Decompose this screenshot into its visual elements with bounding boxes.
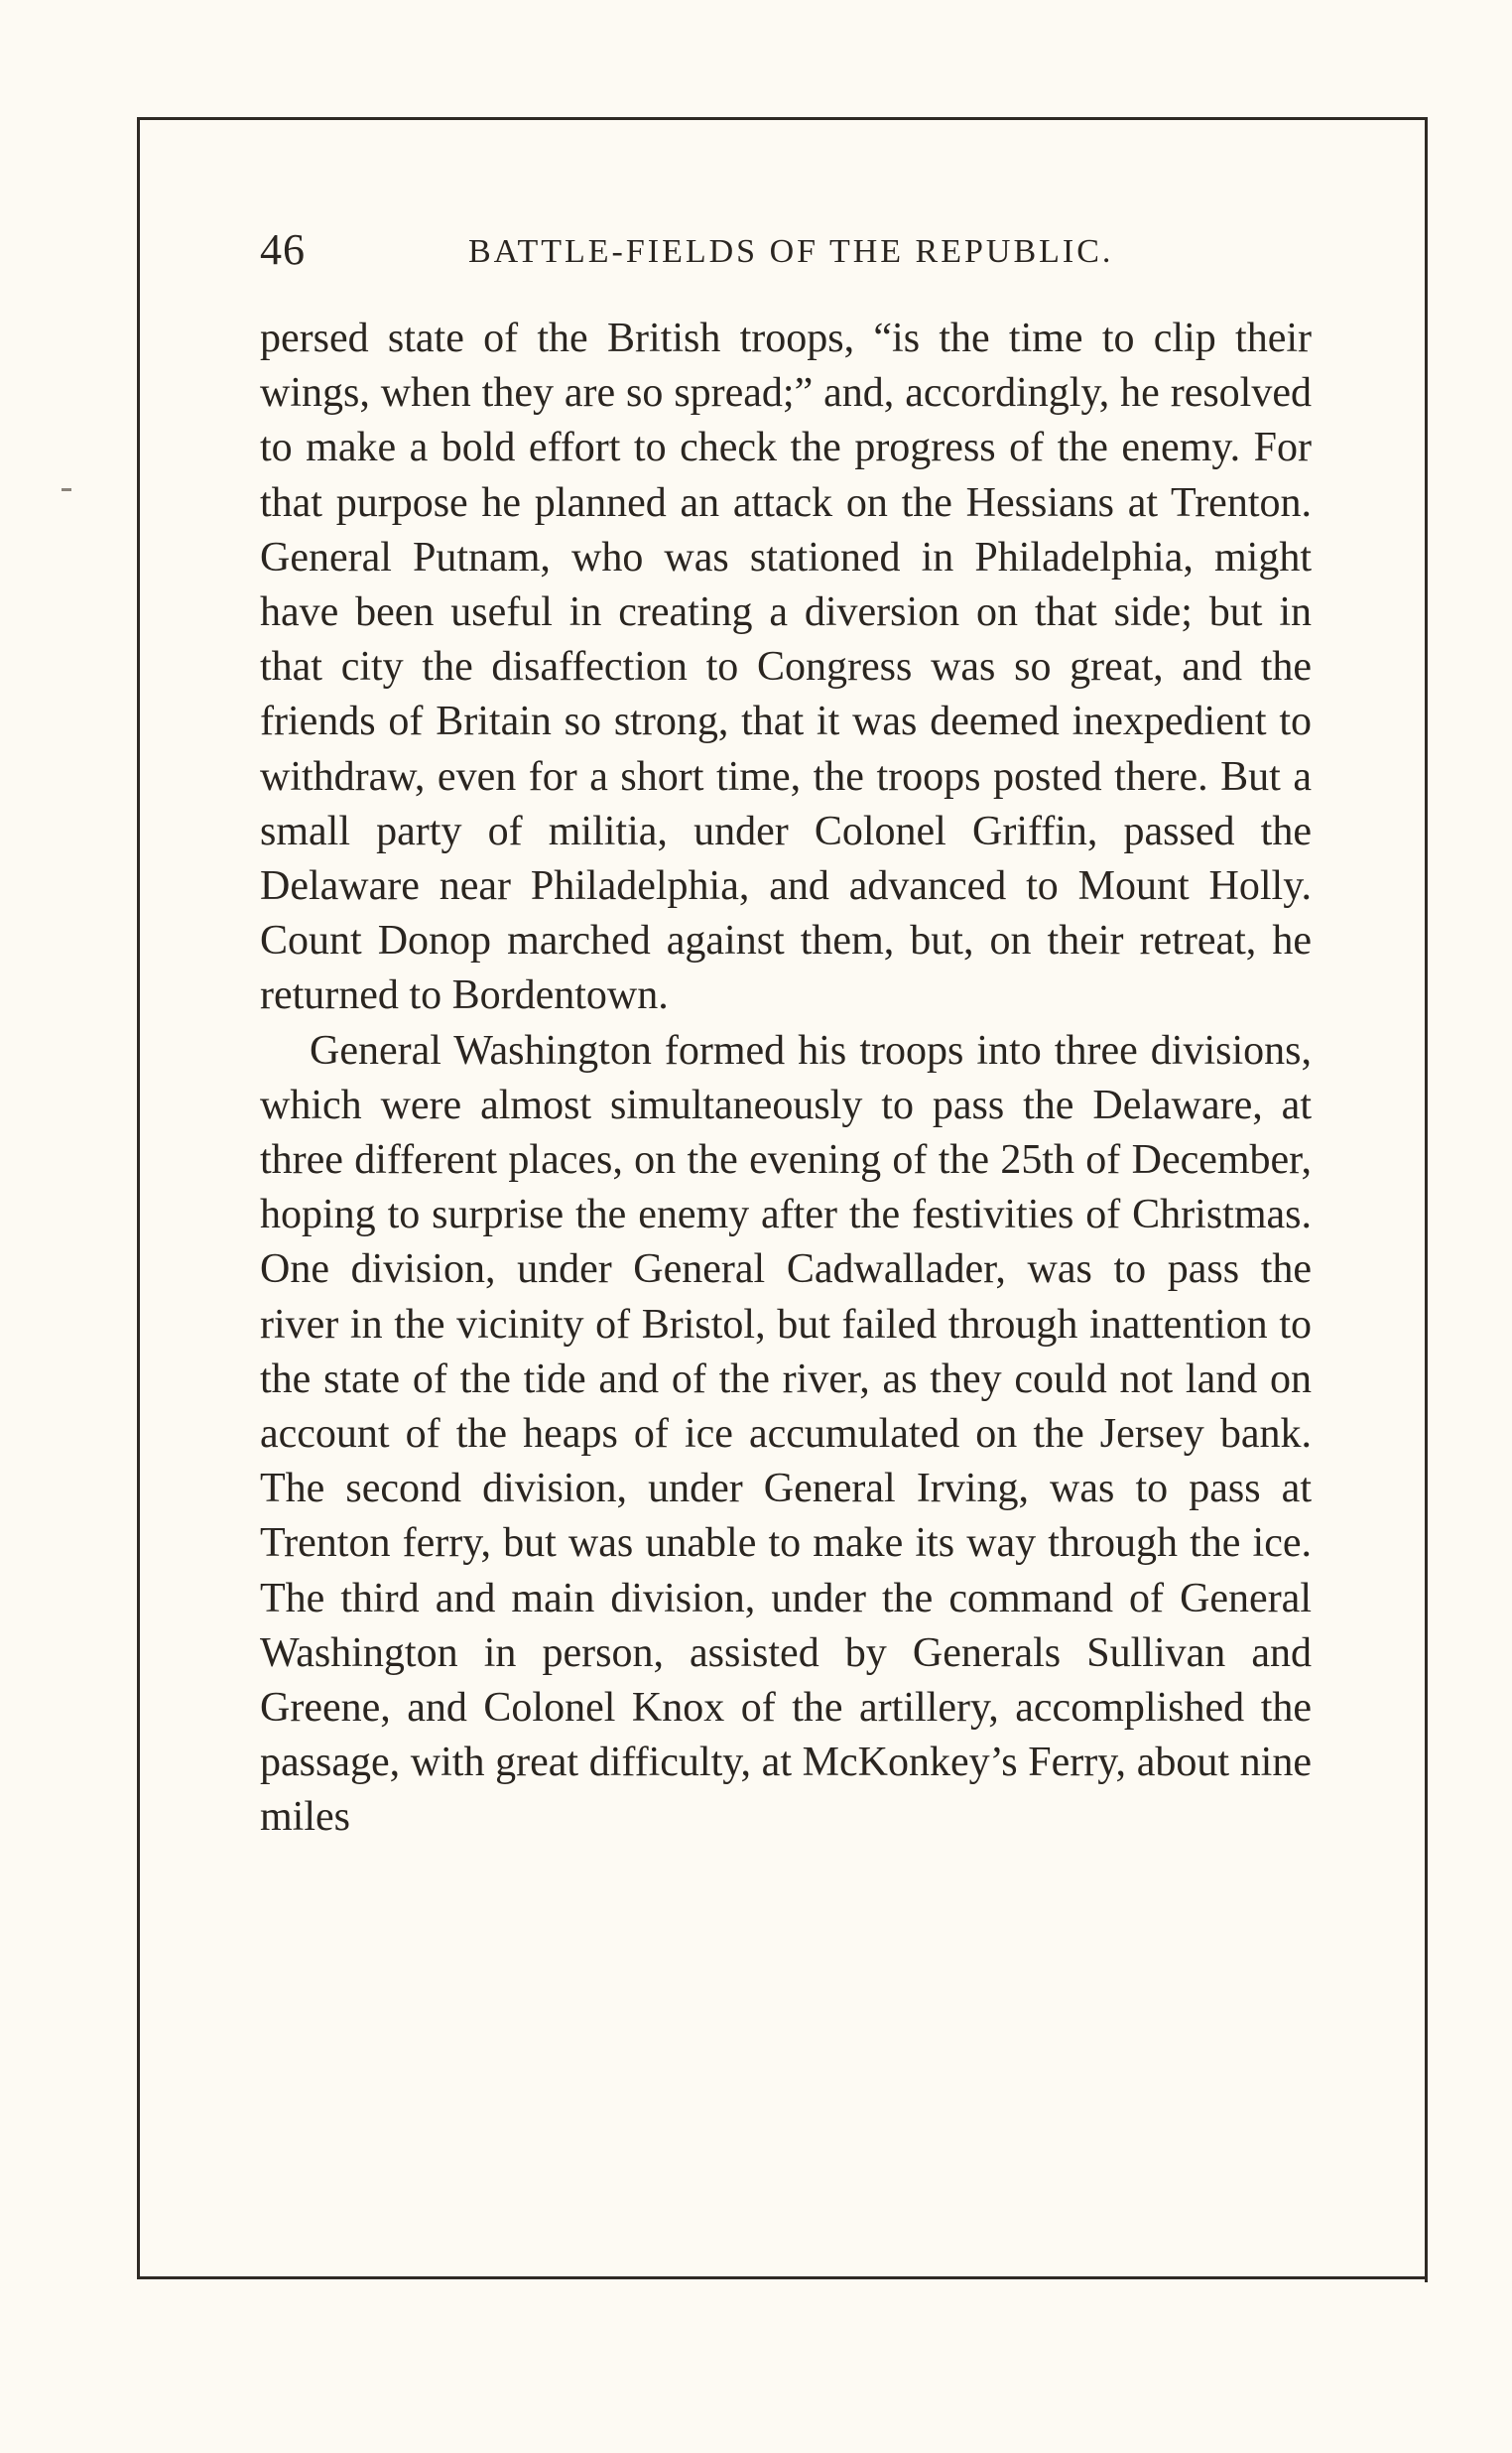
- body-text: [260, 312, 1312, 1846]
- margin-mark: [62, 488, 71, 491]
- paragraph: General Washington formed his troops into three divisions, which were almost simultaneously to pass the Delaware, at three different places, on the evening of the 25th of December, hoping to surprise the enemy after the festivities of Christmas. One division, under General Cadwallader, was to pass the river in the vicinity of Bristol, but failed through inattention to the state of the tide and of the river, as they could not land on account of the heaps of ice accumulated on the Jersey bank. The second division, under General Irving, was to pass at Trenton ferry, but was unable to make its way through the ice. The third and main division, under the command of General Washington in person, assisted by Generals Sullivan and Greene, and Colonel Knox of the artillery, accomplished the passage, with great difficulty, at McKonkey’s Ferry, about nine miles: [260, 1027, 1312, 1841]
- page-number: 46: [260, 225, 306, 274]
- page-frame-left-rule: [137, 117, 140, 2278]
- running-head: BATTLE-FIELDS OF THE REPUBLIC.: [468, 233, 1114, 270]
- page-frame-bottom-rule: [137, 2276, 1427, 2279]
- page-frame-right-rule: [1425, 117, 1428, 2282]
- page-header: [260, 220, 1312, 280]
- paragraph-continued: persed state of the British troops, “is the time to clip their wings, when they are so spread;” and, accordingly, he resolved to make a bold effort to check the progress of the enemy. For that purpose he planned an attack on the Hessians at Trenton. General Putnam, who was stationed in Philadelphia, might have been useful in creating a diversion on that side; but in that city the disaffection to Congress was so great, and the friends of Britain so strong, that it was deemed inexpedient to withdraw, even for a short time, the troops posted there. But a small party of militia, under Colonel Griffin, passed the Delaware near Philadelphia, and advanced to Mount Holly. Count Donop marched against them, but, on their retreat, he returned to Bordentown.: [260, 316, 1312, 1019]
- page-frame-top-rule: [137, 117, 1427, 120]
